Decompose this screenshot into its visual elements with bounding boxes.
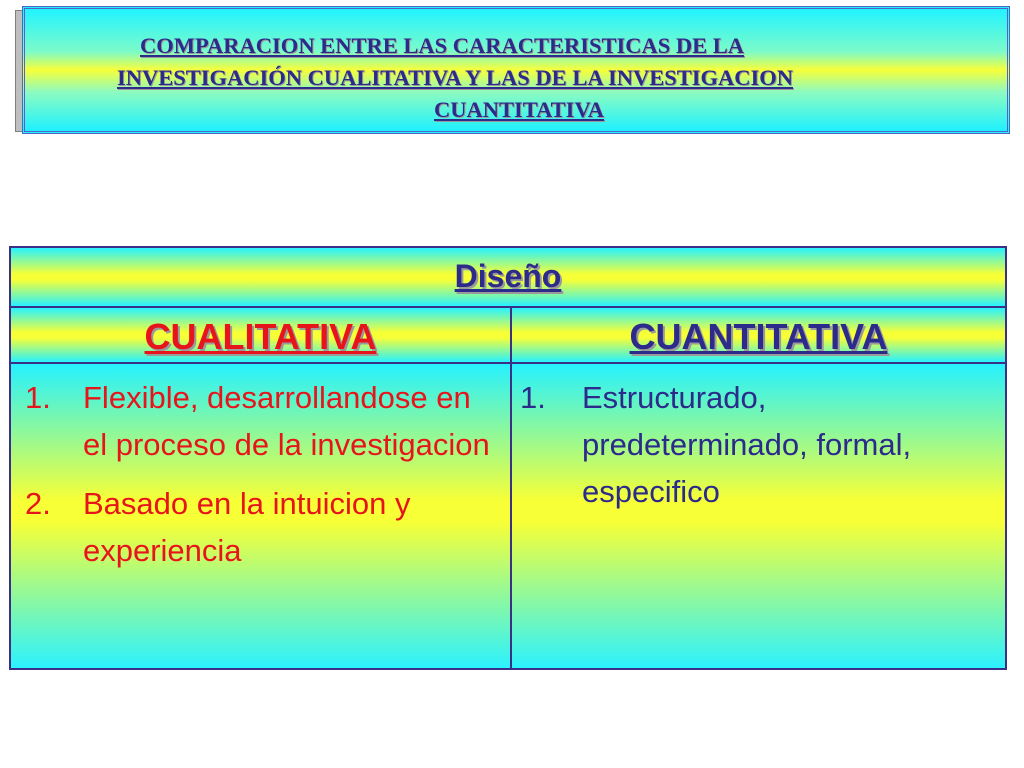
list-item-text: Estructurado, predeterminado, formal, especifico xyxy=(582,380,912,509)
cuantitativa-list xyxy=(512,374,1005,527)
cuantitativa-column-body xyxy=(512,364,1005,668)
list-item-number: 1. xyxy=(520,380,546,415)
title-line-2: INVESTIGACIÓN CUALITATIVA Y LAS DE LA INVESTIGACION xyxy=(117,65,793,90)
column-heading-cuantitativa-cell xyxy=(512,308,1005,364)
list-item-text: Flexible, desarrollandose en el proceso de la investigacion xyxy=(83,380,490,462)
column-heading-cualitativa-cell xyxy=(11,308,512,364)
table-header-diseno: Diseño xyxy=(454,258,562,294)
slide-title xyxy=(22,30,1010,126)
list-item xyxy=(512,374,1005,515)
list-item-text: Basado en la intuicion y experiencia xyxy=(83,486,411,568)
table-header-row xyxy=(11,248,1005,308)
list-item xyxy=(11,480,510,574)
column-heading-cuantitativa: CUANTITATIVA xyxy=(629,316,888,357)
list-item-number: 2. xyxy=(25,486,51,521)
list-item-number: 1. xyxy=(25,380,51,415)
cualitativa-list xyxy=(11,374,510,586)
title-banner xyxy=(22,6,1010,134)
title-line-3: CUANTITATIVA xyxy=(434,97,605,122)
cualitativa-column-body xyxy=(11,364,512,668)
list-item xyxy=(11,374,510,468)
column-heading-cualitativa: CUALITATIVA xyxy=(144,316,377,357)
title-line-1: COMPARACION ENTRE LAS CARACTERISTICAS DE LA xyxy=(140,33,745,58)
comparison-table xyxy=(9,246,1007,670)
